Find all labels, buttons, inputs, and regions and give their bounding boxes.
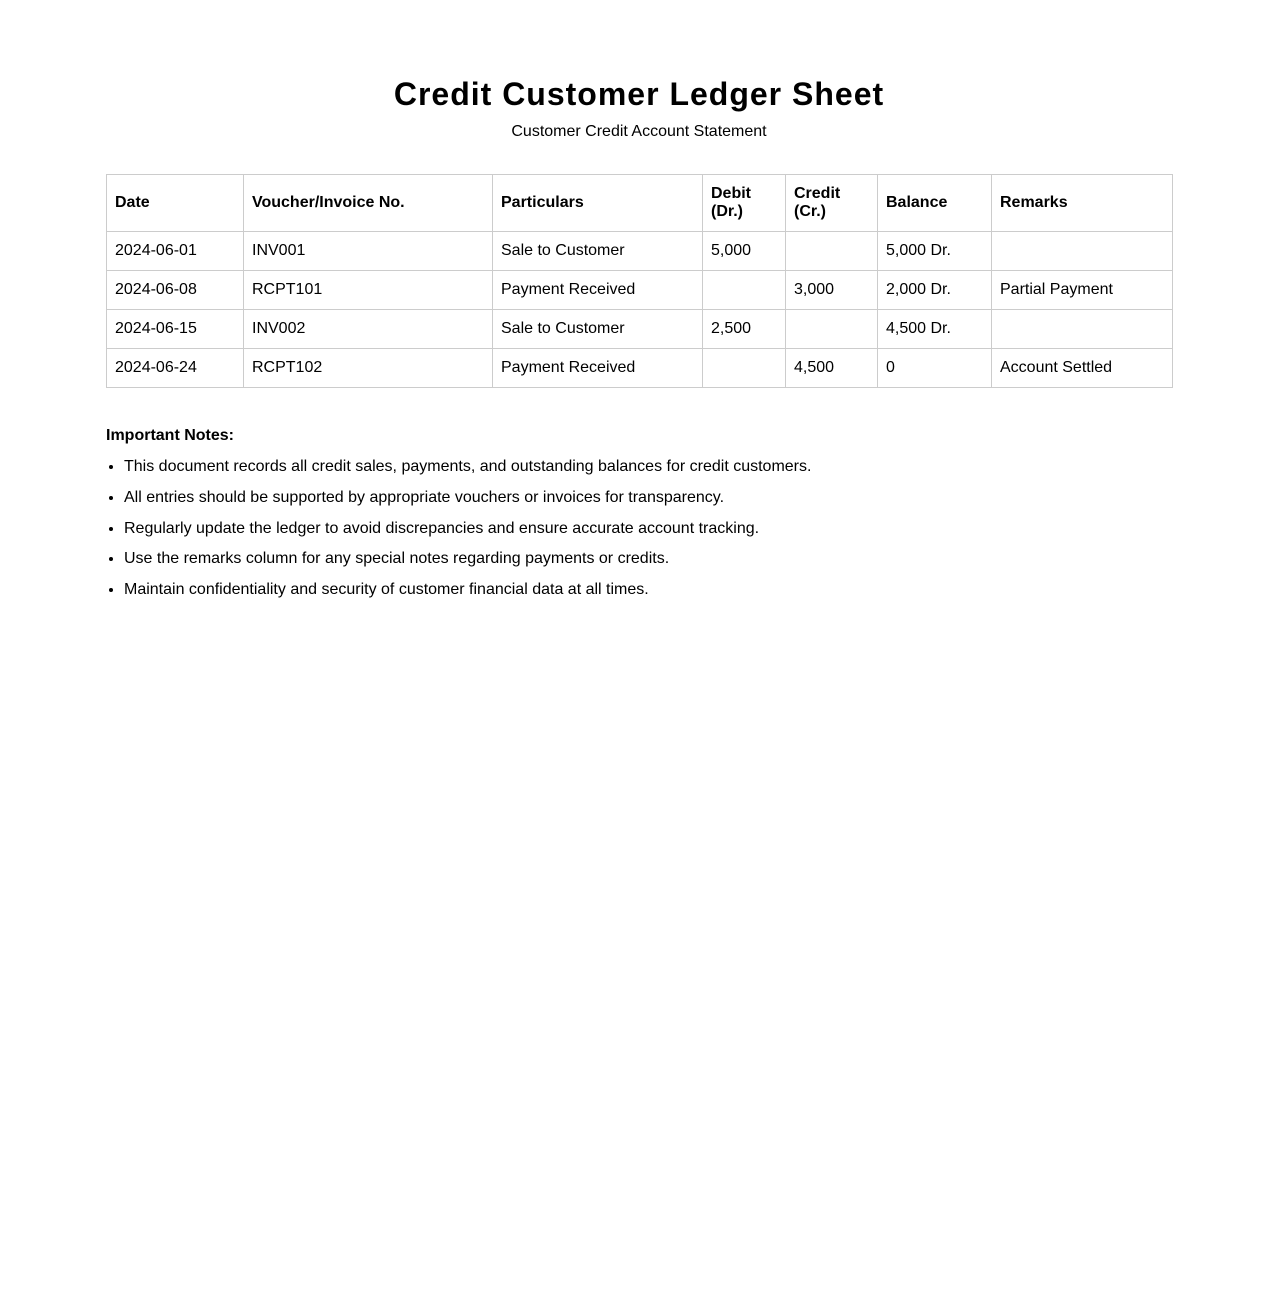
cell-voucher: RCPT101: [244, 271, 493, 310]
cell-date: 2024-06-15: [107, 310, 244, 349]
cell-balance: 0: [878, 349, 992, 388]
cell-voucher: INV001: [244, 232, 493, 271]
cell-balance: 2,000 Dr.: [878, 271, 992, 310]
cell-credit: 4,500: [786, 349, 878, 388]
column-header-balance: Balance: [878, 175, 992, 232]
cell-credit: 3,000: [786, 271, 878, 310]
cell-debit: [703, 349, 786, 388]
cell-voucher: INV002: [244, 310, 493, 349]
cell-credit: [786, 310, 878, 349]
cell-date: 2024-06-08: [107, 271, 244, 310]
note-item: • Use the remarks column for any special notes regarding payments or credits.: [124, 549, 1172, 569]
table-row: [107, 349, 1173, 388]
note-item: • All entries should be supported by appropriate vouchers or invoices for transparency.: [124, 488, 1172, 508]
notes-heading: Important Notes:: [106, 427, 234, 444]
table-header-row: [107, 175, 1173, 232]
table-row: [107, 232, 1173, 271]
cell-balance: 4,500 Dr.: [878, 310, 992, 349]
table-row: [107, 271, 1173, 310]
cell-remarks: Account Settled: [992, 349, 1173, 388]
cell-particulars: Payment Received: [493, 271, 703, 310]
cell-particulars: Sale to Customer: [493, 310, 703, 349]
cell-voucher: RCPT102: [244, 349, 493, 388]
cell-particulars: Payment Received: [493, 349, 703, 388]
cell-debit: 5,000: [703, 232, 786, 271]
cell-debit: [703, 271, 786, 310]
cell-remarks: [992, 310, 1173, 349]
page-subtitle: Customer Credit Account Statement: [511, 123, 767, 140]
notes-list: [106, 457, 1172, 600]
cell-particulars: Sale to Customer: [493, 232, 703, 271]
ledger-table: [106, 174, 1173, 388]
column-header-date: Date: [107, 175, 244, 232]
column-header-debit: Debit (Dr.): [703, 175, 786, 232]
column-header-remarks: Remarks: [992, 175, 1173, 232]
column-header-credit: Credit (Cr.): [786, 175, 878, 232]
page-title: Credit Customer Ledger Sheet: [393, 76, 885, 112]
cell-date: 2024-06-01: [107, 232, 244, 271]
note-item: • This document records all credit sales, payments, and outstanding balances for credit customers.: [124, 457, 1172, 477]
column-header-voucher: Voucher/Invoice No.: [244, 175, 493, 232]
cell-date: 2024-06-24: [107, 349, 244, 388]
table-row: [107, 310, 1173, 349]
note-item: • Maintain confidentiality and security of customer financial data at all times.: [124, 580, 1172, 600]
note-item: • Regularly update the ledger to avoid discrepancies and ensure accurate account tracking.: [124, 519, 1172, 539]
column-header-particulars: Particulars: [493, 175, 703, 232]
cell-remarks: Partial Payment: [992, 271, 1173, 310]
cell-remarks: [992, 232, 1173, 271]
cell-debit: 2,500: [703, 310, 786, 349]
cell-credit: [786, 232, 878, 271]
cell-balance: 5,000 Dr.: [878, 232, 992, 271]
ledger-document: [106, 0, 1172, 600]
